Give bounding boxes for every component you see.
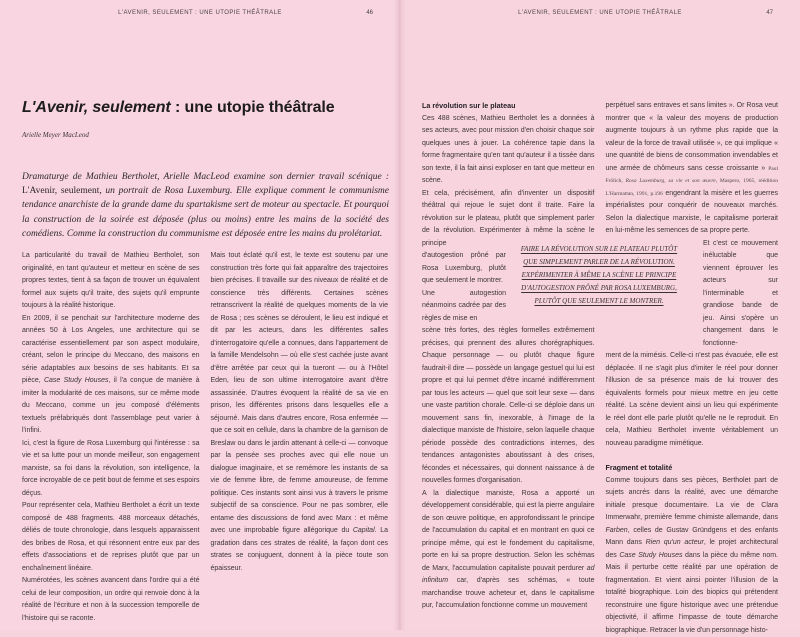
left-page-columns bbox=[22, 250, 388, 625]
work-title: Capital bbox=[353, 527, 375, 534]
paragraph: ment de la mimésis. Celle-ci n'est pas évacuée, elle est déplacée. Il ne s'agit plus d'imiter le réel pour donner l'illusion de sa présence mais de lui trouver des équivalents formels pour mieux mettre en jeu cette réalité. La scène devient ainsi un lieu qui expérimente le réel dont elle parle plutôt qu'elle ne le reproduit. En cela, Mathieu Bertholet invente véritablement un nouveau paradigme mimétique. bbox=[606, 350, 779, 450]
running-header-left bbox=[0, 10, 400, 16]
paragraph-text: perpétuel sans entraves et sans limites ». Or Rosa veut montrer que « la valeur des moyens de production augmente toujours à un rythme plus rapide que la valeur de la force de travail utilisée », ce qui implique « une quantité de biens de consommation invendables et une armée de chômeurs sans cesse croissante » bbox=[606, 102, 779, 172]
article-title-work: L'Avenir, seulement bbox=[22, 99, 171, 116]
paragraph-text: engendrant la misère et les guerres impérialistes pour conquérir de nouveaux marchés. Selon la dialectique marxiste, le capitalisme porterait en lui-même les semences de sa propre perte. bbox=[606, 190, 779, 235]
paragraph bbox=[606, 100, 779, 238]
paragraph-text: En 2009, il se penchait sur l'architecture moderne des années 50 à Los Angeles, une architecture qui se caractérise essentiellement par son aspect modulaire, créant, selon le principe du Meccano, des maisons en série adaptables aux besoins de ses habitants. Et sa pièce, bbox=[22, 315, 200, 385]
paragraph: d'autogestion prôné par Rosa Luxemburg, plutôt que seulement le montrer. bbox=[422, 250, 506, 288]
left-page-column-1 bbox=[22, 250, 200, 625]
paragraph bbox=[422, 488, 595, 613]
paragraph bbox=[606, 475, 779, 637]
latin-phrase: ad infinitum bbox=[422, 565, 595, 585]
left-page-column-2 bbox=[211, 250, 389, 625]
right-page-column-1 bbox=[422, 100, 595, 637]
text-wrap-beside-pullquote-right bbox=[703, 238, 778, 351]
author-byline: Arielle Meyer MacLeod bbox=[22, 131, 89, 139]
intro-paragraph bbox=[22, 170, 389, 241]
right-page-column-2 bbox=[606, 100, 779, 637]
paragraph: Pour représenter cela, Mathieu Bertholet a écrit un texte composé de 488 fragments. 488 morceaux détachés, déliés de toute chronologie, dans lesquels apparaissent des bribes de Rosa, et qui résonnent entre eux par des effets d'associations et de reprises plutôt que par un enchaînement linéaire. bbox=[22, 500, 200, 575]
pull-quote-line: D'AUTOGESTION PRÔNÉ PAR ROSA LUXEMBURG, bbox=[513, 282, 685, 295]
page-right bbox=[400, 0, 800, 630]
paragraph-text: , celles de Gustav Gründgens et des enfants Mann dans bbox=[606, 527, 779, 547]
text-wrap-beside-pullquote-left bbox=[422, 250, 506, 325]
work-title: Case Study Houses bbox=[619, 552, 682, 559]
pull-quote-line: PLUTÔT QUE SEULEMENT LE MONTRER. bbox=[513, 295, 685, 308]
article-title bbox=[22, 99, 388, 117]
paragraph-text: Mais tout éclaté qu'il est, le texte est soutenu par une construction très forte qui fait apparaître des trajectoires bien précises. Il travaille sur des niveaux de réalité et de conscience très différents. Certaines scènes retranscrivent la réalité de quelques moments de la vie de Rosa ; ces scènes se déroulent, le lieu est indiqué et dit par les acteurs, dans les différentes salles d'interrogatoire qu'elle a connues, dans l'appartement de la famille Mendelsohn — où elle s'est cachée juste avant d'être arrêtée par ceux qui la tueront — ou à l'Hôtel Eden, lieu de son ultime interrogatoire avant d'être assassinée. D'autres évoquent la réalité de sa vie en prison, les différentes prisons dans lesquelles elle a séjourné. Mais dans d'autres encore, Rosa enfermée — que ce soit en cellule, dans la chambre de la garnison de Breslaw ou dans le jardin attenant à celle-ci — convoque par la pensée ses proches avec qui elle noue un dialogue imaginaire, et se remémore les instants de sa vie de femme libre, de femme amoureuse, de femme politique. Ces instants sont ainsi vus à travers le prisme subjectif de sa conscience. Pour ne pas sombrer, elle entame des discussions de fond avec Marx : et même avec une improbable figure allégorique du bbox=[211, 252, 389, 534]
pull-quote-line: QUE SIMPLEMENT PARLER DE LA RÉVOLUTION. bbox=[513, 256, 685, 269]
paragraph bbox=[22, 313, 200, 438]
citation-publisher: , Maspero, 1965, réédition L'Harmattan, 1991, p.196 bbox=[606, 178, 779, 197]
paragraph-text: car, d'après ses schémas, « toute marchandise trouve acheteur et, dans le capitalisme pur, l'accumulation fonctionne comme un mouvement bbox=[422, 577, 595, 609]
paragraph bbox=[211, 250, 389, 575]
paragraph: Ici, c'est la figure de Rosa Luxemburg qui l'intéresse : sa vie et sa lutte pour un monde meilleur, son engagement marxiste, sa foi dans la révolution, son intelligence, la force incroyable de ce petit bout de femme et ses espoirs déçus. bbox=[22, 438, 200, 501]
page-left bbox=[0, 0, 400, 630]
paragraph: Et c'est ce mouvement inéluctable que viennent éprouver les acteurs sur l'interminable et grandiose bande de jeu. Ainsi s'opère un changement dans le fonctionne- bbox=[703, 238, 778, 351]
page-number-left: 46 bbox=[366, 10, 373, 16]
paragraph: Une autogestion néanmoins cadrée par des règles de mise en bbox=[422, 288, 506, 326]
intro-text: , un portrait de Rosa Luxemburg. Elle explique comment le communisme tendance anarchiste de la grande dame du spartakisme sert de moteur au spectacle. Et pourquoi la construction de la soirée est déposée (plus ou moins) entre les mains de la société des comédiens. Comme la construction du communisme est déposée entre les mains du prolétariat. bbox=[22, 186, 389, 239]
paragraph-text: A la dialectique marxiste, Rosa a apporté un développement considérable, qui est la pierre angulaire de son œuvre politique, en approfondissant le principe de l'accumulation du capital et en montrant en quoi ce principe même, qui est le fondement du capitalisme, porte en lui sa propre destruction. Selon les schémas de Marx, l'accumulation capitaliste pouvait perdurer bbox=[422, 490, 595, 572]
page-number-right: 47 bbox=[766, 10, 773, 16]
citation-book-title: Rosa Luxemburg, sa vie et son œuvre bbox=[626, 178, 716, 184]
work-title: Farben bbox=[606, 527, 628, 534]
intro-work-title: L'Avenir, seulement bbox=[22, 186, 99, 196]
paragraph-text: . La gradation dans ces strates de réalité, la façon dont ces strates se conjuguent, donnent à la pièce toute son épaisseur. bbox=[211, 527, 389, 572]
right-page-columns bbox=[422, 100, 778, 637]
paragraph-text: Comme toujours dans ses pièces, Bertholet part de sujets ancrés dans la réalité, avec une démarche initiale presque documentaire. La vie de Clara Immerwahr, première femme chimiste allemande, dans bbox=[606, 477, 779, 522]
paragraph-text: dans la pièce du même nom. Mais il perturbe cette réalité par une opération de fragmentation. Et vient ainsi pointer l'illusion de la totalité biographique. Loin des biopics qui prétendent reconstruire une figure historique avec une prétendue objectivité, il affirme l'impasse de toute démarche biographique. Retracer la vie d'un personnage histo- bbox=[606, 552, 779, 634]
citation-author: Paul Frölich, bbox=[606, 166, 779, 185]
paragraph: Et cela, précisément, afin d'inventer un dispositif théâtral qui rejoue le sujet dont il traite. Faire la révolution sur le plateau, plutôt que simplement parler de la révolution. Expérimenter à même la scène le principe bbox=[422, 188, 595, 251]
paragraph-text: , le projet architectural des bbox=[606, 539, 778, 559]
running-header-text: L'AVENIR, SEULEMENT : UNE UTOPIE THÉÂTRALE bbox=[118, 10, 282, 16]
paragraph-text: , il l'a conçue de manière à imiter la modularité de ces maisons, sur ce même mode du Meccano, comme un jeu composé d'éléments textuels préfabriqués dont l'assemblage peut varier à l'infini. bbox=[22, 377, 200, 434]
running-header-text: L'AVENIR, SEULEMENT : UNE UTOPIE THÉÂTRALE bbox=[518, 10, 682, 16]
section-heading: Fragment et totalité bbox=[606, 462, 779, 475]
article-title-rest: : une utopie théâtrale bbox=[171, 99, 335, 116]
pull-quote-line: FAIRE LA RÉVOLUTION SUR LE PLATEAU PLUTÔT bbox=[513, 243, 685, 256]
section-heading: La révolution sur le plateau bbox=[422, 100, 595, 113]
pull-quote-line: EXPÉRIMENTER À MÊME LA SCÈNE LE PRINCIPE bbox=[513, 269, 685, 282]
intro-text: Dramaturge de Mathieu Bertholet, Arielle MacLeod examine son dernier travail scénique : bbox=[22, 172, 389, 182]
paragraph: La particularité du travail de Mathieu Bertholet, son originalité, en tant qu'auteur et metteur en scène de ses propres textes, tient à sa façon de trouver un équivalent formel aux sujets qu'il traite, des sujets qu'il emprunte toujours à la réalité historique. bbox=[22, 250, 200, 313]
paragraph: Ces 488 scènes, Mathieu Bertholet les a données à ses acteurs, avec pour mission d'en choisir chaque soir quelques unes à jouer. La cohérence tapie dans la forme fragmentaire qu'en tant qu'auteur il a tissée dans son texte, il la fait ainsi exploser en tant que metteur en scène. bbox=[422, 113, 595, 188]
pull-quote bbox=[513, 243, 685, 308]
paragraph: Numérotées, les scènes avancent dans l'ordre qui a été celui de leur composition, un ordre qui renvoie donc à la réalité de l'écriture et non à la succession temporelle de l'histoire qui se raconte. bbox=[22, 575, 200, 625]
paragraph: scène très fortes, des règles formelles extrêmement précises, qui prennent des allures chorégraphiques. Chaque personnage — ou plutôt chaque figure faudrait-il dire — possède un langage gestuel qui lui est propre et qui lui permet d'être incarné indifféremment par tous les acteurs — quel que soit leur sexe — dans une vaste partition chorale. Celle-ci se déploie dans un mouvement sans fin, inexorable, à l'image de la dialectique marxiste de l'histoire, selon laquelle chaque période possède des contradictions internes, des tendances antagonistes aboutissant à des crises, fécondes et nécessaires, qui donnent naissance à de nouvelles formes d'organisation. bbox=[422, 325, 595, 488]
work-title: Case Study Houses bbox=[44, 377, 109, 384]
running-header-right bbox=[400, 10, 800, 16]
work-title: Rien qu'un acteur bbox=[646, 539, 704, 546]
